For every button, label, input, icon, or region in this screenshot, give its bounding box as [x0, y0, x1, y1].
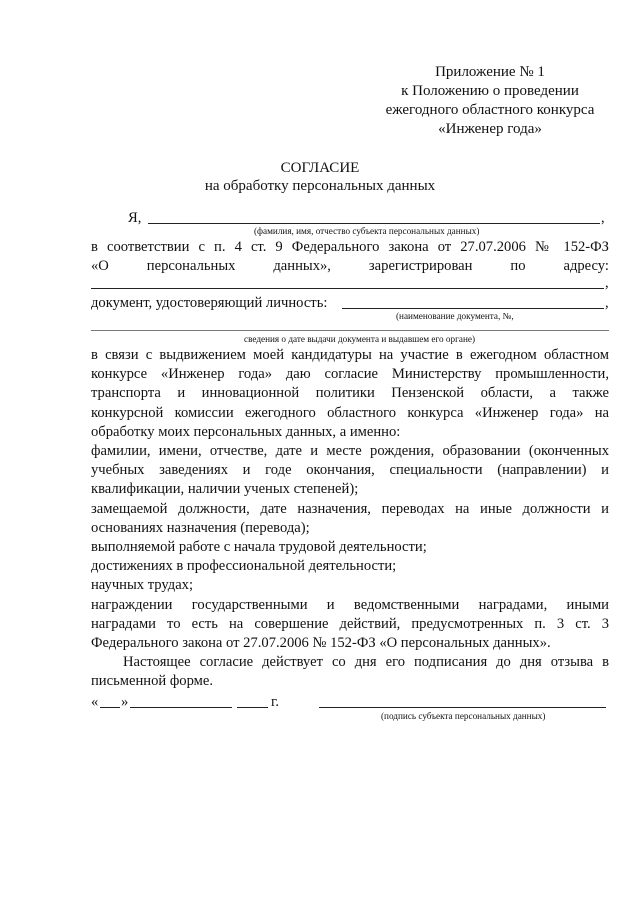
appendix-header [370, 63, 610, 139]
body-line: замещаемой должности, дате назначения, переводах на иные должности и [91, 500, 609, 517]
body-line: выполняемой работе с начала трудовой деятельности; [91, 539, 427, 556]
law-word: «О [91, 258, 109, 274]
appendix-contest: ежегодного областного конкурса [385, 102, 595, 118]
validity-line: письменной форме. [91, 673, 214, 690]
body-line: наградами то есть на совершение действий, предусмотренных п. 3 ст. 3 [91, 615, 609, 632]
law-reference-line: в соответствии с п. 4 ст. 9 Федерального закона от 27.07.2006 № 152-ФЗ [91, 239, 609, 255]
issue-details-caption: сведения о дате выдачи документа и выдавшем его органе) [244, 334, 476, 344]
body-line: учебных заведениях и годе окончания, специальности (направлении) и [91, 462, 609, 479]
document-subtitle: на обработку персональных данных [204, 178, 436, 194]
body-line: научных трудах; [91, 577, 194, 594]
identity-document-caption: (наименование документа, №, [396, 311, 514, 321]
law-reference-line-2 [91, 257, 609, 276]
body-line: в связи с выдвижением моей кандидатуры на участие в ежегодном областном [91, 347, 609, 363]
identity-document-field[interactable] [342, 308, 604, 309]
date-year-field[interactable] [237, 707, 268, 708]
law-word: данных», [273, 258, 331, 274]
body-line: основаниях назначения (перевода); [91, 519, 310, 536]
law-word: зарегистрирован [368, 258, 473, 274]
address-field[interactable] [91, 288, 604, 289]
body-line: обработку моих персональных данных, а именно: [91, 423, 401, 440]
date-open-quote: « [91, 694, 99, 710]
body-line: награждении государственными и ведомственными наградами, иными [91, 596, 609, 613]
date-month-field[interactable] [130, 707, 232, 708]
body-line: конкурсе «Инженер года» даю согласие Министерству промышленности, [91, 366, 609, 383]
law-word: по [510, 258, 526, 274]
fio-field[interactable] [148, 223, 600, 224]
body-line: достижениях в профессиональной деятельности; [91, 558, 397, 575]
fio-caption: (фамилия, имя, отчество субъекта персональных данных) [254, 226, 480, 236]
law-word: адресу: [563, 258, 609, 274]
appendix-number: Приложение № 1 [435, 64, 545, 80]
appendix-contest-name: «Инженер года» [438, 121, 542, 137]
identity-document-label: документ, удостоверяющий личность: [91, 295, 328, 311]
body-line: фамилии, имени, отчестве, дате и месте рождения, образовании (оконченных [91, 443, 609, 460]
body-line: квалификации, наличии ученых степеней); [91, 481, 359, 498]
body-line: транспорта и инновационной политики Пензенской области, а также [91, 385, 609, 402]
appendix-regulation: к Положению о проведении [401, 83, 579, 99]
document-title: СОГЛАСИЕ [280, 160, 360, 176]
fio-end-comma: , [601, 210, 605, 226]
ya-label: Я, [128, 210, 142, 226]
validity-line: Настоящее согласие действует со дня его подписания до дня отзыва в [123, 654, 609, 671]
law-word: персональных [146, 258, 236, 274]
consent-body [91, 346, 609, 692]
issue-details-field[interactable] [91, 330, 609, 331]
body-line: конкурсной комиссии ежегодного областного конкурса «Инженер года» на [91, 404, 609, 421]
date-close-quote: » [121, 694, 129, 710]
identity-document-end-comma: , [605, 295, 609, 311]
year-suffix: г. [271, 694, 279, 710]
date-day-field[interactable] [100, 707, 120, 708]
address-end-comma: , [605, 275, 609, 291]
body-line: Федерального закона от 27.07.2006 № 152-ФЗ «О персональных данных». [91, 635, 551, 652]
signature-field[interactable] [319, 707, 606, 708]
signature-caption: (подпись субъекта персональных данных) [381, 711, 546, 721]
